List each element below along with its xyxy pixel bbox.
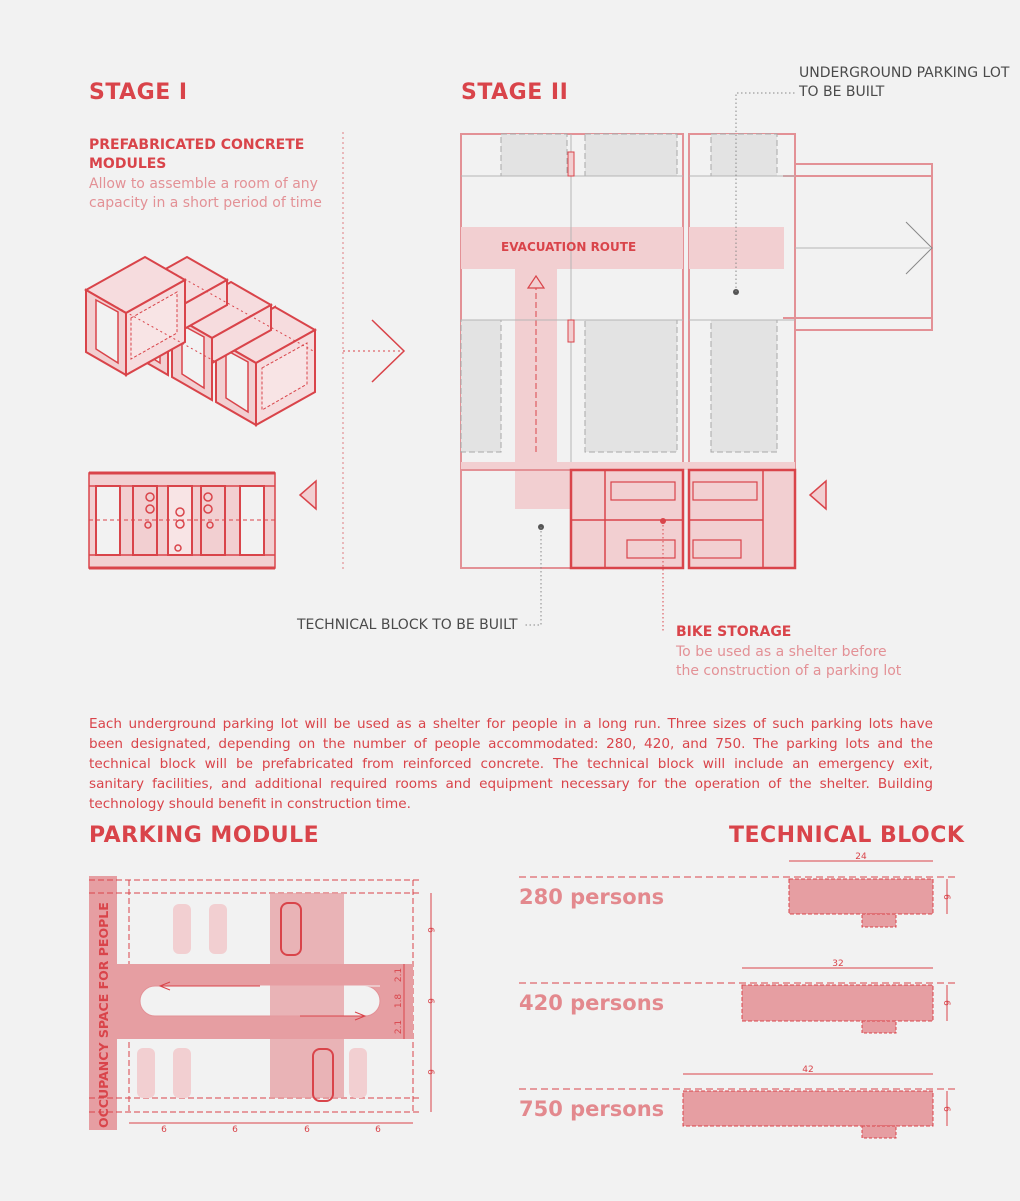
module-title-line-1: PREFABRICATED CONCRETE [89, 137, 305, 153]
occupancy-space-label: OCCUPANCY SPACE FOR PEOPLE [96, 902, 111, 1128]
paragraph-line-2: been designated, depending on the number of people accommodated: 280, 420, and 750. The parking lots and the [89, 736, 933, 752]
module-description-line-2: capacity in a short period of time [89, 195, 322, 211]
dim-bottom-4: 6 [375, 1125, 381, 1135]
paragraph-line-5: technology should benefit in construction time. [89, 796, 411, 812]
dim-width-750: 6 [941, 1106, 951, 1112]
persons-label-280: 280 persons [519, 885, 665, 909]
concrete-module-1 [86, 257, 185, 375]
dim-width-420: 6 [941, 1000, 951, 1006]
dim-width-280: 6 [941, 894, 951, 900]
parking-lot-label-line-1: UNDERGROUND PARKING LOT [799, 65, 1010, 81]
stage-1-plan [89, 473, 275, 568]
dim-right-3: 6 [425, 1069, 435, 1075]
persons-label-750: 750 persons [519, 1097, 665, 1121]
bike-storage-description-line-2: the construction of a parking lot [676, 663, 902, 679]
paragraph-line-3: technical block will be prefabricated from reinforced concrete. The technical block will include an emergency exit, [89, 756, 933, 772]
paragraph-line-4: sanitary facilities, and additional required rooms and equipment necessary for the operation of the shelter. Building [89, 776, 933, 792]
module-title-line-2: MODULES [89, 156, 167, 172]
technical-block-label: TECHNICAL BLOCK TO BE BUILT [297, 617, 518, 633]
dim-length-280: 24 [855, 852, 867, 862]
technical-block-title: TECHNICAL BLOCK [729, 823, 965, 848]
dim-inner-1: 2.1 [394, 967, 404, 983]
stage-2-title: STAGE II [461, 80, 569, 105]
dim-length-420: 32 [832, 959, 844, 969]
dim-right-1: 6 [425, 927, 435, 933]
triangle-marker-icon [810, 481, 826, 509]
dim-bottom-1: 6 [161, 1125, 167, 1135]
stage-1-title: STAGE I [89, 80, 188, 105]
module-description-line-1: Allow to assemble a room of any [89, 176, 318, 192]
parking-lot-label-line-2: TO BE BUILT [799, 84, 885, 100]
persons-label-420: 420 persons [519, 991, 665, 1015]
dim-inner-3: 2.1 [394, 1019, 404, 1035]
paragraph-line-1: Each underground parking lot will be used as a shelter for people in a long run. Three sizes of such parking lots have [89, 716, 933, 732]
parking-module-title: PARKING MODULE [89, 823, 320, 848]
dim-bottom-3: 6 [304, 1125, 310, 1135]
dim-length-750: 42 [802, 1065, 814, 1075]
dim-right-2: 6 [425, 998, 435, 1004]
bike-storage-title: BIKE STORAGE [676, 624, 792, 640]
stage-2-plan [461, 93, 932, 632]
bike-storage-description-line-1: To be used as a shelter before [676, 644, 887, 660]
evacuation-route-label: EVACUATION ROUTE [501, 240, 637, 254]
dim-inner-2: 1.8 [394, 993, 404, 1009]
triangle-marker-icon [300, 481, 316, 509]
isometric-modules [86, 257, 315, 425]
dim-bottom-2: 6 [232, 1125, 238, 1135]
parking-module-plan [89, 876, 435, 1135]
